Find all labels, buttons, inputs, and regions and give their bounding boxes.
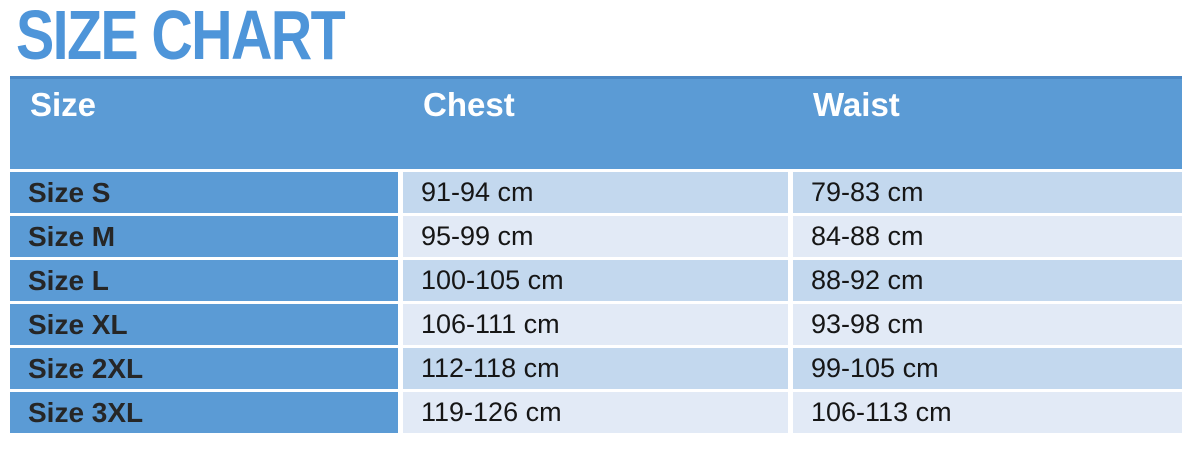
column-header-chest: Chest [423,86,515,123]
column-header-waist: Waist [813,86,900,123]
waist-value: 93-98 cm [793,304,1182,345]
page-title: SIZE CHART [16,0,344,74]
row-size-label: Size XL [10,304,398,345]
table-row [10,216,1182,257]
table-header-row [10,76,1182,169]
table-row [10,304,1182,345]
row-size-label: Size S [10,172,398,213]
row-size-label: Size M [10,216,398,257]
table-row [10,260,1182,301]
row-size-label: Size 3XL [10,392,398,433]
waist-value: 106-113 cm [793,392,1182,433]
table-row [10,348,1182,389]
size-chart-table [10,76,1182,433]
chest-value: 112-118 cm [403,348,788,389]
chest-value: 95-99 cm [403,216,788,257]
waist-value: 88-92 cm [793,260,1182,301]
waist-value: 79-83 cm [793,172,1182,213]
chest-value: 91-94 cm [403,172,788,213]
chest-value: 119-126 cm [403,392,788,433]
row-size-label: Size L [10,260,398,301]
waist-value: 99-105 cm [793,348,1182,389]
row-size-label: Size 2XL [10,348,398,389]
column-header-size: Size [30,86,97,123]
chest-value: 106-111 cm [403,304,788,345]
table-row [10,172,1182,213]
chest-value: 100-105 cm [403,260,788,301]
table-row [10,392,1182,433]
waist-value: 84-88 cm [793,216,1182,257]
